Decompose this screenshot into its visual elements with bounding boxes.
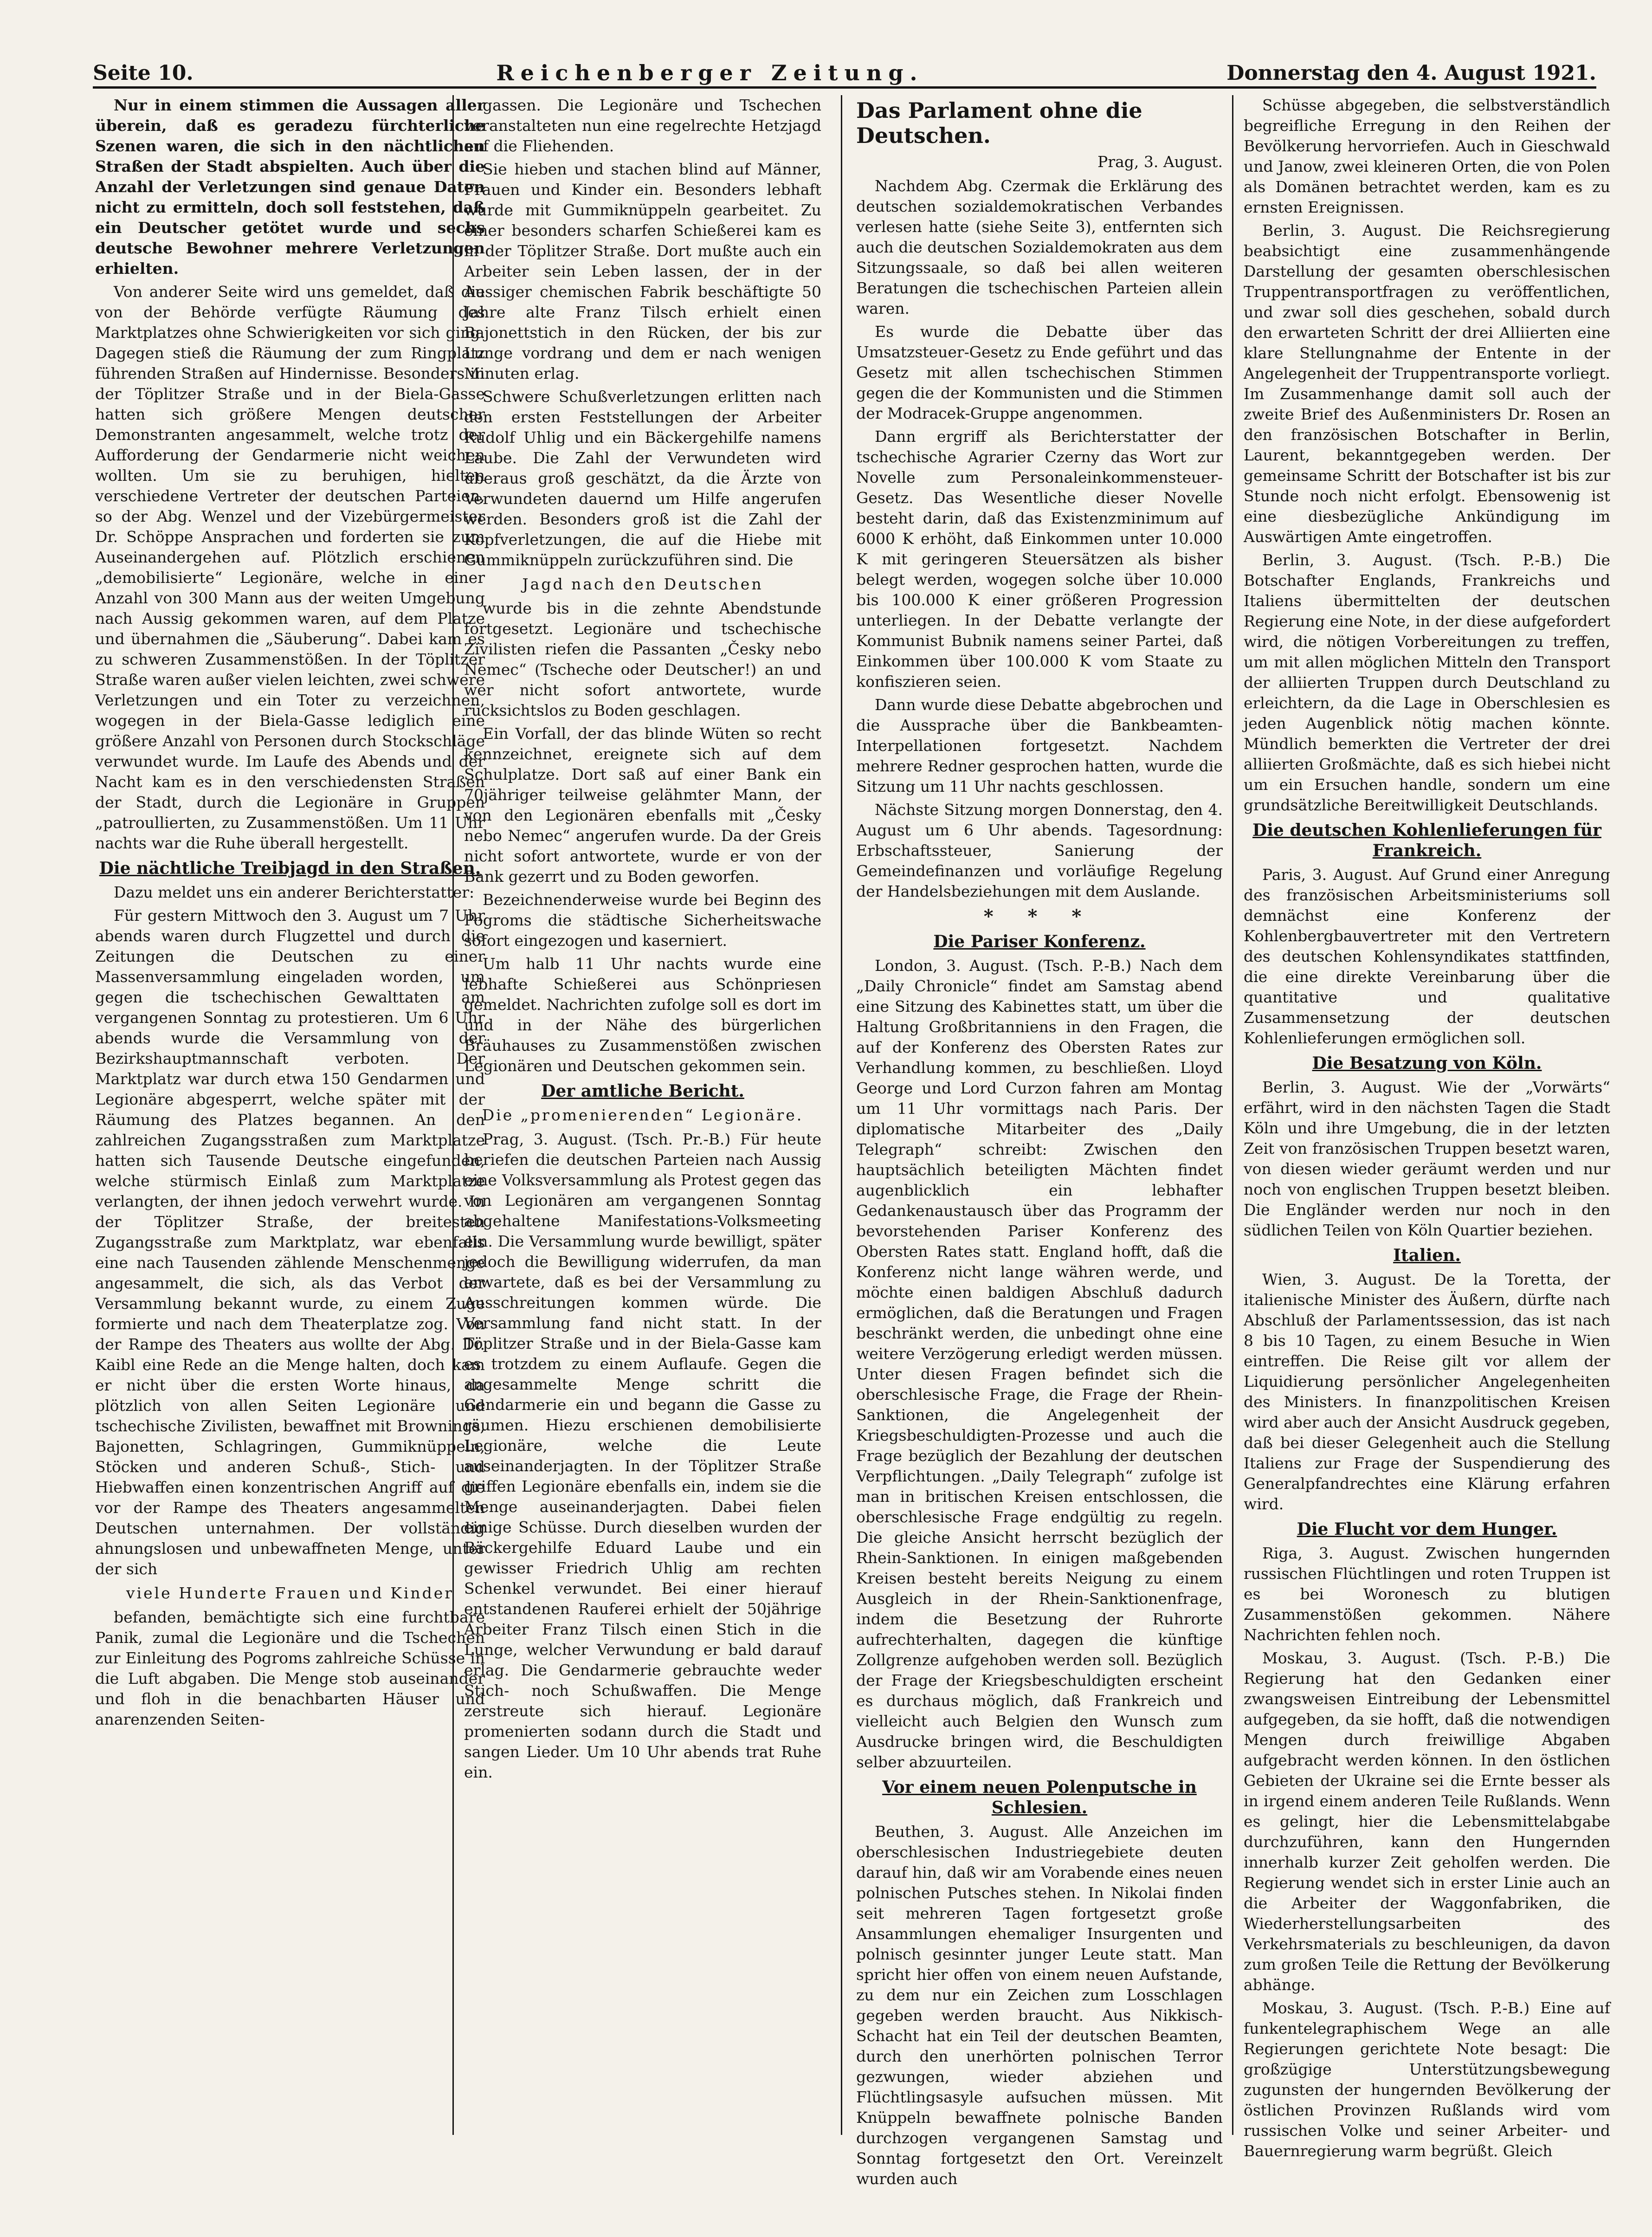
page-number: Seite 10. <box>93 61 194 85</box>
paragraph: Nächste Sitzung morgen Donnerstag, den 4. August um 6 Uhr abends. Tagesordnung: Erbschaftssteuer, Sanierung der Gemeindefinanzen und vorläufige Regelung der Handelsbeziehungen mit dem Auslande. <box>856 801 1223 900</box>
paragraph: Sie hieben und stachen blind auf Männer, Frauen und Kinder ein. Besonders lebhaft wurde mit Gummiknüppeln gearbeitet. Zu einer besonders scharfen Schießerei kam es in der Töplitzer Straße. Dort mußte auch ein Arbeiter sein Leben lassen, der in der Aussiger chemischen Fabrik beschäftigte 50 Jahre alte Franz Tilsch erhielt einen Bajonettstich in den Rücken, der bis zur Lunge vordrang und dem er nach wenigen Minuten erlag. <box>464 160 821 382</box>
paragraph: Bezeichnenderweise wurde bei Beginn des Pogroms die städtische Sicherheitswache sofort eingezogen und kaserniert. <box>464 891 821 950</box>
column-rule <box>1232 95 1233 2135</box>
paragraph: Schüsse abgegeben, die selbstverständlich begreifliche Erregung in den Reihen der Bevölkerung hervorriefen. Auch in Gieschwald und Janow, zwei kleineren Orten, die von Polen als Domänen betrachtet werden, kam es zu ernsten Ereignissen. <box>1244 96 1611 216</box>
dateline: Prag, 3. August. <box>1097 153 1223 171</box>
paragraph: Es wurde die Debatte über das Umsatzsteuer-Gesetz zu Ende geführt und das Gesetz mit allen tschechischen Stimmen gegen die der Kommunisten und die Stimmen der Modracek-Gruppe angenommen. <box>856 323 1223 422</box>
section-heading: Die nächtliche Treibjagd in den Straßen. <box>99 859 481 878</box>
paragraph: Von anderer Seite wird uns gemeldet, daß die von der Behörde verfügte Räumung des Marktplatzes ohne Schwierigkeiten vor sich ging. Dagegen stieß die Räumung der zum Ringplatz führenden Straßen auf Hindernisse. Besonders in der Töplitzer Straße und in der Biela-Gasse hatten sich größere Mengen deutscher Demonstranten angesammelt, welche trotz der Aufforderung der Gendarmerie nicht weichen wollten. Um sie zu beruhigen, hielten verschiedene Vertreter der deutschen Parteien, so der Abg. Wenzel und der Vizebürgermeister Dr. Schöppe Ansprachen und forderten sie zum Auseinandergehen auf. Plötzlich erschienen „demobilisierte“ Legionäre, welche in einer Anzahl von 300 Mann aus der weiten Umgebung nach Aussig gekommen waren, auf dem Platze und übernahmen die „Säuberung“. Dabei kam es zu schweren Zusammenstößen. In der Töplitzer Straße waren außer vielen leichten, zwei schwere Verletzungen und ein Toter zu verzeichnen, wogegen in der Biela-Gasse lediglich eine größere Anzahl von Personen durch Stockschläge verwundet wurde. Im Laufe des Abends und der Nacht kam es in den verschiedensten Straßen der Stadt, durch die Legionäre in Gruppen „patroullierten, zu Zusammenstößen. Um 11 Uhr nachts war die Ruhe überall hergestellt. <box>95 283 485 852</box>
section-heading: Italien. <box>1393 1246 1461 1265</box>
paragraph: befanden, bemächtigte sich eine furchtbare Panik, zumal die Legionäre und die Tschechen zur Einleitung des Pogroms zahlreiche Schüsse in die Luft abgaben. Die Menge stob auseinander und floh in die benachbarten Häuser und anarenzenden Seiten- <box>95 1608 485 1728</box>
paragraph: Moskau, 3. August. (Tsch. P.-B.) Die Regierung hat den Gedanken einer zwangsweisen Eintreibung der Lebensmittel aufgegeben, da sie hofft, daß die notwendigen Mengen durch freiwillige Abgaben aufgebracht werden können. In den östlichen Gebieten der Ukraine sei die Ernte besser als in irgend einem anderen Teile Rußlands. Wenn es gelingt, hier die Lebensmittelabgabe durchzuführen, kann den Hungernden innerhalb kurzer Zeit geholfen werden. Die Regierung wendet sich in erster Linie auch an die Arbeiter der Waggonfabriken, die Wiederherstellungsarbeiten des Verkehrsmaterials zu beschleunigen, da davon zum großen Teile die Rettung der Bevölkerung abhänge. <box>1244 1649 1610 1994</box>
paragraph: Berlin, 3. August. Wie der „Vorwärts“ erfährt, wird in den nächsten Tagen die Stadt Köln und ihre Umgebung, die in der letzten Zeit von französischen Truppen besetzt waren, von diesen wieder geräumt werden und nur noch von englischen Truppen besetzt bleiben. Die Engländer werden nur noch in den südlichen Teilen von Köln Quartier beziehen. <box>1244 1078 1610 1239</box>
paragraph: Wien, 3. August. De la Toretta, der italienische Minister des Äußern, dürfte nach Abschluß der Parlamentssession, das ist nach 8 bis 10 Tagen, zu einem Besuche in Wien eintreffen. Die Reise gilt vor allem der Liquidierung persönlicher Angelegenheiten des Ministers. In finanzpolitischen Kreisen wird aber auch der Ansicht Ausdruck gegeben, daß bei dieser Gelegenheit auch die Stellung Italiens zur Frage der Suspendierung des Generalpfandrechtes eine Klärung erfahren wird. <box>1244 1270 1610 1513</box>
section-heading: Die deutschen Kohlenlieferungen für Frankreich. <box>1252 821 1601 860</box>
section-heading: Die Pariser Konferenz. <box>933 932 1146 951</box>
spaced-subheading: viele Hunderte Frauen und Kinder <box>126 1584 454 1602</box>
section-heading: Der amtliche Bericht. <box>541 1081 744 1101</box>
column-1 <box>95 95 485 2135</box>
column-4 <box>1244 95 1611 2160</box>
header-rule <box>93 86 1596 89</box>
paragraph: Dann ergriff als Berichterstatter der tschechische Agrarier Czerny das Wort zur Novelle zum Personaleinkommensteuer-Gesetz. Das Wesentliche dieser Novelle besteht darin, daß das Existenzminimum auf 6000 K erhöht, daß Einkommen unter 10.000 K mit geringeren Steuersätzen als bisher belegt werden, wogegen solche über 10.000 bis 100.000 K einer größeren Progression unterliegen. In der Debatte verlangte der Kommunist Bubnik namens seiner Partei, daß Einkommen über 100.000 K vom Staate zu konfiszieren seien. <box>856 427 1223 691</box>
section-heading: Die Flucht vor dem Hunger. <box>1297 1519 1557 1539</box>
paragraph: Prag, 3. August. (Tsch. Pr.-B.) Für heute beriefen die deutschen Parteien nach Aussig eine Volksversammlung als Protest gegen das von Legionären am vergangenen Sonntag abgehaltene Manifestations-Volksmeeting ein. Die Versammlung wurde bewilligt, später jedoch die Bewilligung widerrufen, da man erwartete, daß es bei der Versammlung zu Ausschreitungen kommen würde. Die Versammlung fand nicht statt. In der Töplitzer Straße und in der Biela-Gasse kam es trotzdem zu einem Auflaufe. Gegen die angesammelte Menge schritt die Gendarmerie ein und begann die Gasse zu räumen. Hiezu erschienen demobilisierte Legionäre, welche die Leute auseinanderjagten. In der Töplitzer Straße griffen Legionäre ebenfalls ein, indem sie die Menge auseinanderjagten. Dabei fielen einige Schüsse. Durch dieselben wurden der Bäckergehilfe Eduard Laube und ein gewisser Friedrich Uhlig am rechten Schenkel verwundet. Bei einer hierauf entstandenen Rauferei erhielt der 50jährige Arbeiter Franz Tilsch einen Stich in die Lunge, welcher Verwundung er bald darauf erlag. Die Gendarmerie gebrauchte weder Stich- noch Schußwaffen. Die Menge zerstreute sich hierauf. Legionäre promenierten sodann durch die Stadt und sangen Lieder. Um 10 Uhr abends trat Ruhe ein. <box>464 1130 821 1781</box>
paragraph: Für gestern Mittwoch den 3. August um 7 Uhr abends waren durch Flugzettel und durch die Zeitungen die Deutschen zu einer Massenversammlung eingeladen worden, um gegen die tschechischen Gewalttaten am vergangenen Sonntag zu protestieren. Um 6 Uhr abends wurde die Versammlung von der Bezirkshauptmannschaft verboten. Der Marktplatz war durch etwa 150 Gendarmen und Legionäre abgesperrt, welche später mit der Räumung des Platzes begannen. An den zahlreichen Zugangsstraßen zum Marktplatze hatten sich Tausende Deutsche eingefunden, welche stürmisch Einlaß zum Marktplatze verlangten, der ihnen jedoch verwehrt wurde. In der Töplitzer Straße, der breitesten Zugangsstraße zum Marktplatz, war ebenfalls eine nach Tausenden zählende Menschenmenge angesammelt, die sich, als das Verbot der Versammlung bekannt wurde, zu einem Zuge formierte und nach dem Theaterplatze zog. Von der Rampe des Theaters aus wollte der Abg. Dr. Kaibl eine Rede an die Menge halten, doch kam er nicht über die ersten Worte hinaus, da plötzlich von allen Seiten Legionäre und tschechische Zivilisten, bewaffnet mit Brownings, Bajonetten, Schlagringen, Gummiknüppeln, Stöcken und anderen Schuß-, Stich- und Hiebwaffen einen konzentrischen Angriff auf die vor der Rampe des Theaters angesammelten Deutschen unternahmen. Der vollständig ahnungslosen und unbewaffneten Menge, unter der sich <box>95 906 485 1578</box>
paragraph: wurde bis in die zehnte Abendstunde fortgesetzt. Legionäre und tschechische Zivilisten riefen die Passanten „Česky nebo Nemec“ (Tscheche oder Deutscher!) an und wer nicht sofort antwortete, wurde rücksichtslos zu Boden geschlagen. <box>464 599 821 719</box>
issue-date: Donnerstag den 4. August 1921. <box>1226 61 1596 85</box>
masthead: Reichenberger Zeitung. <box>496 60 924 85</box>
paragraph: gassen. Die Legionäre und Tschechen veranstalteten nun eine regelrechte Hetzjagd auf die Fliehenden. <box>464 96 821 155</box>
column-2 <box>464 95 821 2135</box>
column-rule <box>841 95 842 2135</box>
spaced-subheading: Jagd nach den Deutschen <box>522 575 763 593</box>
spaced-subheading: Die „promenierenden“ Legionäre. <box>482 1106 804 1124</box>
paragraph: Um halb 11 Uhr nachts wurde eine lebhafte Schießerei aus Schönpriesen gemeldet. Nachrichten zufolge soll es dort im und in der Nähe des bürgerlichen Bräuhauses zu Zusammenstößen zwischen Legionären und Deutschen gekommen sein. <box>464 955 821 1075</box>
paragraph: Nur in einem stimmen die Aussagen aller überein, daß es geradezu fürchterliche Szenen waren, die sich in den nächtlichen Straßen der Stadt abspielten. Auch über die Anzahl der Verletzungen sind genaue Daten nicht zu ermitteln, doch soll feststehen, daß ein Deutscher getötet wurde und sechs deutsche Bewohner mehrere Verletzungen erhielten. <box>95 96 485 278</box>
page-header <box>93 45 1596 84</box>
section-divider: * * * <box>983 905 1096 927</box>
paragraph: Ein Vorfall, der das blinde Wüten so recht kennzeichnet, ereignete sich auf dem Schulplatze. Dort saß auf einer Bank ein 70jähriger teilweise gelähmter Mann, der von den Legionären ebenfalls mit „Česky nebo Nemec“ angerufen wurde. Da der Greis nicht sofort antwortete, wurde er von der Bank gezerrt und zu Boden geworfen. <box>464 724 821 886</box>
paragraph: Dann wurde diese Debatte abgebrochen und die Aussprache über die Bankbeamten-Interpellationen fortgesetzt. Nachdem mehrere Redner gesprochen hatten, wurde die Sitzung um 11 Uhr nachts geschlossen. <box>856 696 1223 795</box>
paragraph: Dazu meldet uns ein anderer Berichterstatter: <box>114 883 475 901</box>
article-headline: Das Parlament ohne die Deutschen. <box>856 98 1142 148</box>
paragraph: Beuthen, 3. August. Alle Anzeichen im oberschlesischen Industriegebiete deuten darauf hin, daß wir am Vorabende eines neuen polnischen Putsches stehen. In Nikolai finden seit mehreren Tagen fortgesetzt große Ansammlungen ehemaliger Insurgenten und polnisch gesinnter junger Leute statt. Man spricht hier offen von einem neuen Aufstande, zu dem nur ein Zeichen zum Losschlagen gegeben werden braucht. Aus Nikkisch-Schacht hat ein Teil der deutschen Beamten, durch den unerhörten polnischen Terror gezwungen, wieder abziehen und Flüchtlingsasyle aufsuchen müssen. Mit Knüppeln bewaffnete polnische Banden durchzogen vergangenen Samstag und Sonntag fortgesetzt den Ort. Vereinzelt wurden auch <box>856 1823 1223 2188</box>
paragraph: Nachdem Abg. Czermak die Erklärung des deutschen sozialdemokratischen Verbandes verlesen hatte (siehe Seite 3), entfernten sich auch die deutschen Sozialdemokraten aus dem Sitzungssaale, so daß bei allen weiteren Beratungen die tschechischen Parteien allein waren. <box>856 177 1223 317</box>
section-heading: Vor einem neuen Polenputsche in Schlesien. <box>882 1778 1197 1817</box>
paragraph: Paris, 3. August. Auf Grund einer Anregung des französischen Arbeitsministeriums soll demnächst eine Konferenz der Kohlenbergbauvertreter mit den Vertretern des deutschen Kohlensyndikates stattfinden, die eine direkte Vereinbarung über die quantitative und qualitative Zusammensetzung der deutschen Kohlenlieferungen ermöglichen soll. <box>1244 866 1610 1047</box>
paragraph: Berlin, 3. August. Die Reichsregierung beabsichtigt eine zusammenhängende Darstellung der gesamten oberschlesischen Truppentransportfragen zu veröffentlichen, und zwar soll dies geschehen, sobald durch den erwarteten Schritt der drei Alliierten eine klare Stellungnahme der Entente in der Angelegenheit der Truppentransporte vorliegt. Im Zusammenhange damit soll auch der zweite Brief des Außenministers Dr. Rosen an den französischen Botschafter in Berlin, Laurent, bekanntgegeben werden. Der gemeinsame Schritt der Botschafter ist bis zur Stunde noch nicht erfolgt. Ebensowenig ist eine diesbezügliche Ankündigung im Auswärtigen Amte eingetroffen. <box>1244 221 1610 546</box>
section-heading: Die Besatzung von Köln. <box>1312 1054 1542 1073</box>
paragraph: Schwere Schußverletzungen erlitten nach den ersten Feststellungen der Arbeiter Rudolf Uhlig und ein Bäckergehilfe namens Laube. Die Zahl der Verwundeten wird überaus groß geschätzt, da die Ärzte von Verwundeten dauernd um Hilfe angerufen werden. Besonders groß ist die Zahl der Kopfverletzungen, die auf die Hiebe mit Gummiknüppeln zurückzuführen sind. Die <box>464 388 821 569</box>
column-3 <box>856 95 1223 2188</box>
paragraph: London, 3. August. (Tsch. P.-B.) Nach dem „Daily Chronicle“ findet am Samstag abend eine Sitzung des Kabinettes statt, um über die Haltung Großbritanniens in den Fragen, die auf der Konferenz des Obersten Rates zur Verhandlung kommen, zu beschließen. Lloyd George und Lord Curzon fahren am Montag um 11 Uhr vormittags nach Paris. Der diplomatische Mitarbeiter des „Daily Telegraph“ schreibt: Zwischen den hauptsächlich beteiligten Mächten findet augenblicklich ein lebhafter Gedankenaustausch über das Programm der bevorstehenden Pariser Konferenz des Obersten Rates statt. England hofft, daß die Konferenz nicht lange währen werde, und möchte einen baldigen Abschluß dadurch ermöglichen, daß die Beratungen und Fragen beschränkt werden, die unbedingt ohne eine weitere Verzögerung erledigt werden müssen. Unter diesen Fragen befindet sich die oberschlesische Frage, die Frage der Rhein-Sanktionen, die Angelegenheit der Kriegsbeschuldigten-Prozesse und auch die Frage bezüglich der Bezahlung der deutschen Verpflichtungen. „Daily Telegraph“ zufolge ist man in britischen Kreisen entschlossen, die oberschlesische Frage endgültig zu regeln. Die gleiche Ansicht herrscht bezüglich der Rhein-Sanktionen. In einigen maßgebenden Kreisen besteht bereits Neigung zu einem Ausgleich in der Rhein-Sanktionenfrage, indem die Besetzung der Ruhrorte aufrechterhalten, dagegen die künftige Zollgrenze aufgehoben werden soll. Bezüglich der Frage der Kriegsbeschuldigten erscheint es durchaus möglich, daß Frankreich und vielleicht auch Belgien den Wunsch zum Ausdrucke bringen wird, die Beschuldigten selber abzuurteilen. <box>856 957 1223 1771</box>
paragraph: Berlin, 3. August. (Tsch. P.-B.) Die Botschafter Englands, Frankreichs und Italiens übermittelten der deutschen Regierung eine Note, in der diese aufgefordert wird, die nötigen Vorbereitungen zu treffen, um mit allen möglichen Mitteln den Transport der alliierten Truppen durch Deutschland zu erleichtern, da die Lage in Oberschlesien es jeden Augenblick nötig machen könnte. Mündlich bemerkten die Vertreter der drei alliierten Großmächte, daß es sich hiebei nicht um ein Ersuchen handle, sondern um eine grundsätzliche Bereitwilligkeit Deutschlands. <box>1244 551 1610 814</box>
paragraph: Riga, 3. August. Zwischen hungernden russischen Flüchtlingen und roten Truppen ist es bei Woronesch zu blutigen Zusammenstößen gekommen. Nähere Nachrichten fehlen noch. <box>1244 1544 1610 1644</box>
paragraph: Moskau, 3. August. (Tsch. P.-B.) Eine auf funkentelegraphischem Wege an alle Regierungen gerichtete Note besagt: Die großzügige Unterstützungsbewegung zugunsten der hungernden Bevölkerung der östlichen Provinzen Rußlands wird vom russischen Volke und seiner Arbeiter- und Bauernregierung warm begrüßt. Gleich <box>1244 1999 1610 2160</box>
